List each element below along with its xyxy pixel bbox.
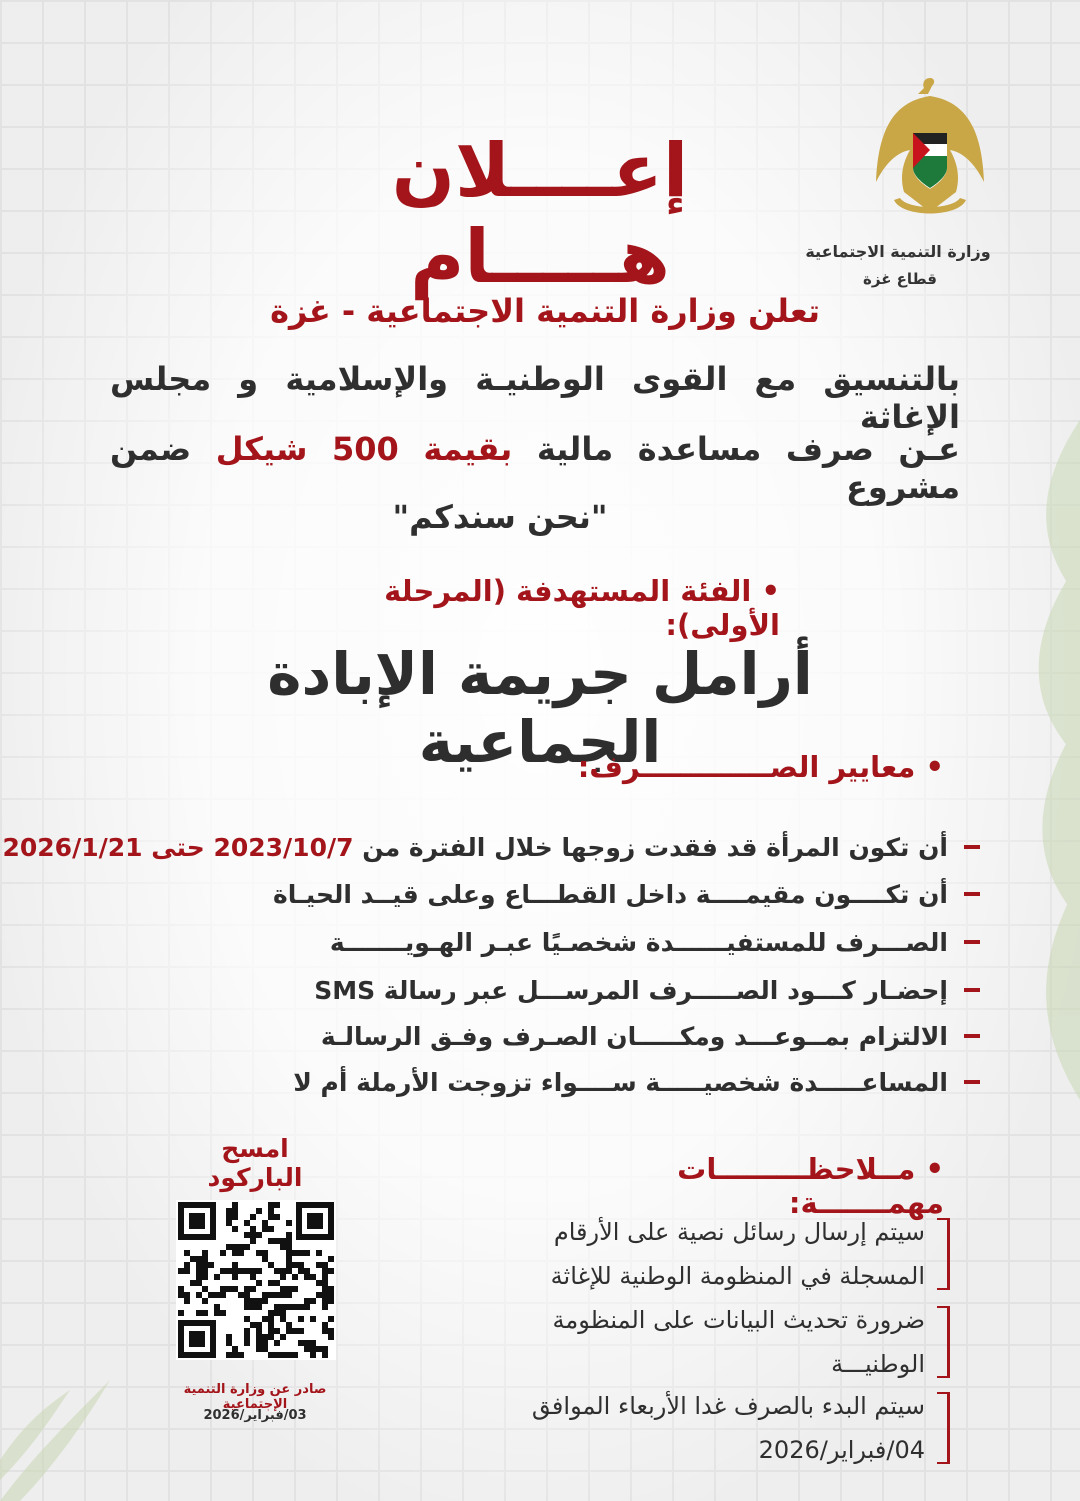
bracket-bullet-icon [937,1306,950,1378]
dash-bullet-icon [964,988,980,992]
dash-bullet-icon [964,940,980,944]
criteria-item [120,970,980,1010]
dash-bullet-icon [964,845,980,849]
intro-line-2-end: ضمن مشروع [110,430,960,506]
palestine-eagle-emblem-icon [872,72,988,230]
target-group-title: أرامل جريمة الإبادة الجماعية [267,640,813,776]
bracket-bullet-icon [937,1392,950,1464]
page-title: إعــــلان هـــــام [391,128,689,300]
criteria-item [120,922,980,962]
dash-bullet-icon [964,1034,980,1038]
criteria-item-text: الصـــرف للمستفيــــــدة شخصـيًا عبـر الهـويـــــــة [329,927,948,957]
criteria-item-text: أن تكون المرأة قد فقدت زوجها خلال الفترة من 2023/10/7 حتى 2026/1/21 [2,832,948,862]
dash-bullet-icon [964,1080,980,1084]
dash-bullet-icon [964,892,980,896]
criteria-label: • معايير الصـــــــــــــرف: [577,750,944,784]
palm-leaf-decoration-left [0,1340,120,1501]
qr-code[interactable] [176,1200,336,1360]
criteria-item [120,874,980,914]
criteria-item-text: أن تكــــون مقيمــــة داخل القطـــاع وعلى قيــد الحيـاة [273,879,948,909]
ministry-sector: قطاع غزة [863,270,937,288]
criteria-item-text: إحضـار كـــود الصـــــرف المرســـل عبر رسالة SMS [314,975,948,1005]
criteria-date-range: 2023/10/7 حتى 2026/1/21 [2,832,354,862]
scan-qr-label: امسح الباركود [207,1134,303,1192]
intro-line-2-start: عـن صرف مساعدة مالية [536,430,960,468]
criteria-item [120,1016,980,1056]
criteria-item [2,827,980,867]
bracket-bullet-icon [937,1218,950,1290]
issued-date: 03/فبراير/2026 [203,1408,307,1423]
project-name: "نحن سندكم" [392,498,608,536]
target-group-label: • الفئة المستهدفة (المرحلة الأولى): [384,574,780,642]
note-text: ضرورة تحديث البيانات على المنظومة الوطنيـــة [552,1306,925,1378]
note-text: سيتم إرسال رسائل نصية على الأرقام المسجلة في المنظومة الوطنية للإغاثة [550,1218,925,1290]
criteria-item [120,1062,980,1102]
ministry-name: وزارة التنمية الاجتماعية [805,242,991,261]
aid-amount: بقيمة 500 شيكل [215,430,513,468]
note-item [500,1298,950,1386]
intro-line-2 [110,430,960,506]
criteria-item-text: المساعـــــدة شخصيـــــة ســــواء تزوجت الأرملة أم لا [293,1067,948,1097]
note-text: سيتم البدء بالصرف غدا الأربعاء الموافق 04/فبراير/2026 [531,1392,925,1464]
palm-leaf-decoration-right [1000,400,1080,1140]
note-item [500,1210,950,1298]
note-item [500,1384,950,1472]
announcer-line: تعلن وزارة التنمية الاجتماعية - غزة [270,292,820,330]
notes-label: • مــلاحظـــــــــات مهمـــــــة: [677,1152,944,1220]
issued-by: صادر عن وزارة التنمية الإجتماعية [183,1382,327,1412]
intro-line-1: بالتنسيق مع القوى الوطنيـة والإسلامية و مجلس الإغاثة [110,360,960,436]
criteria-item-text: الالتزام بمــوعـــد ومكـــــان الصـرف وفـق الرسالـة [320,1021,948,1051]
